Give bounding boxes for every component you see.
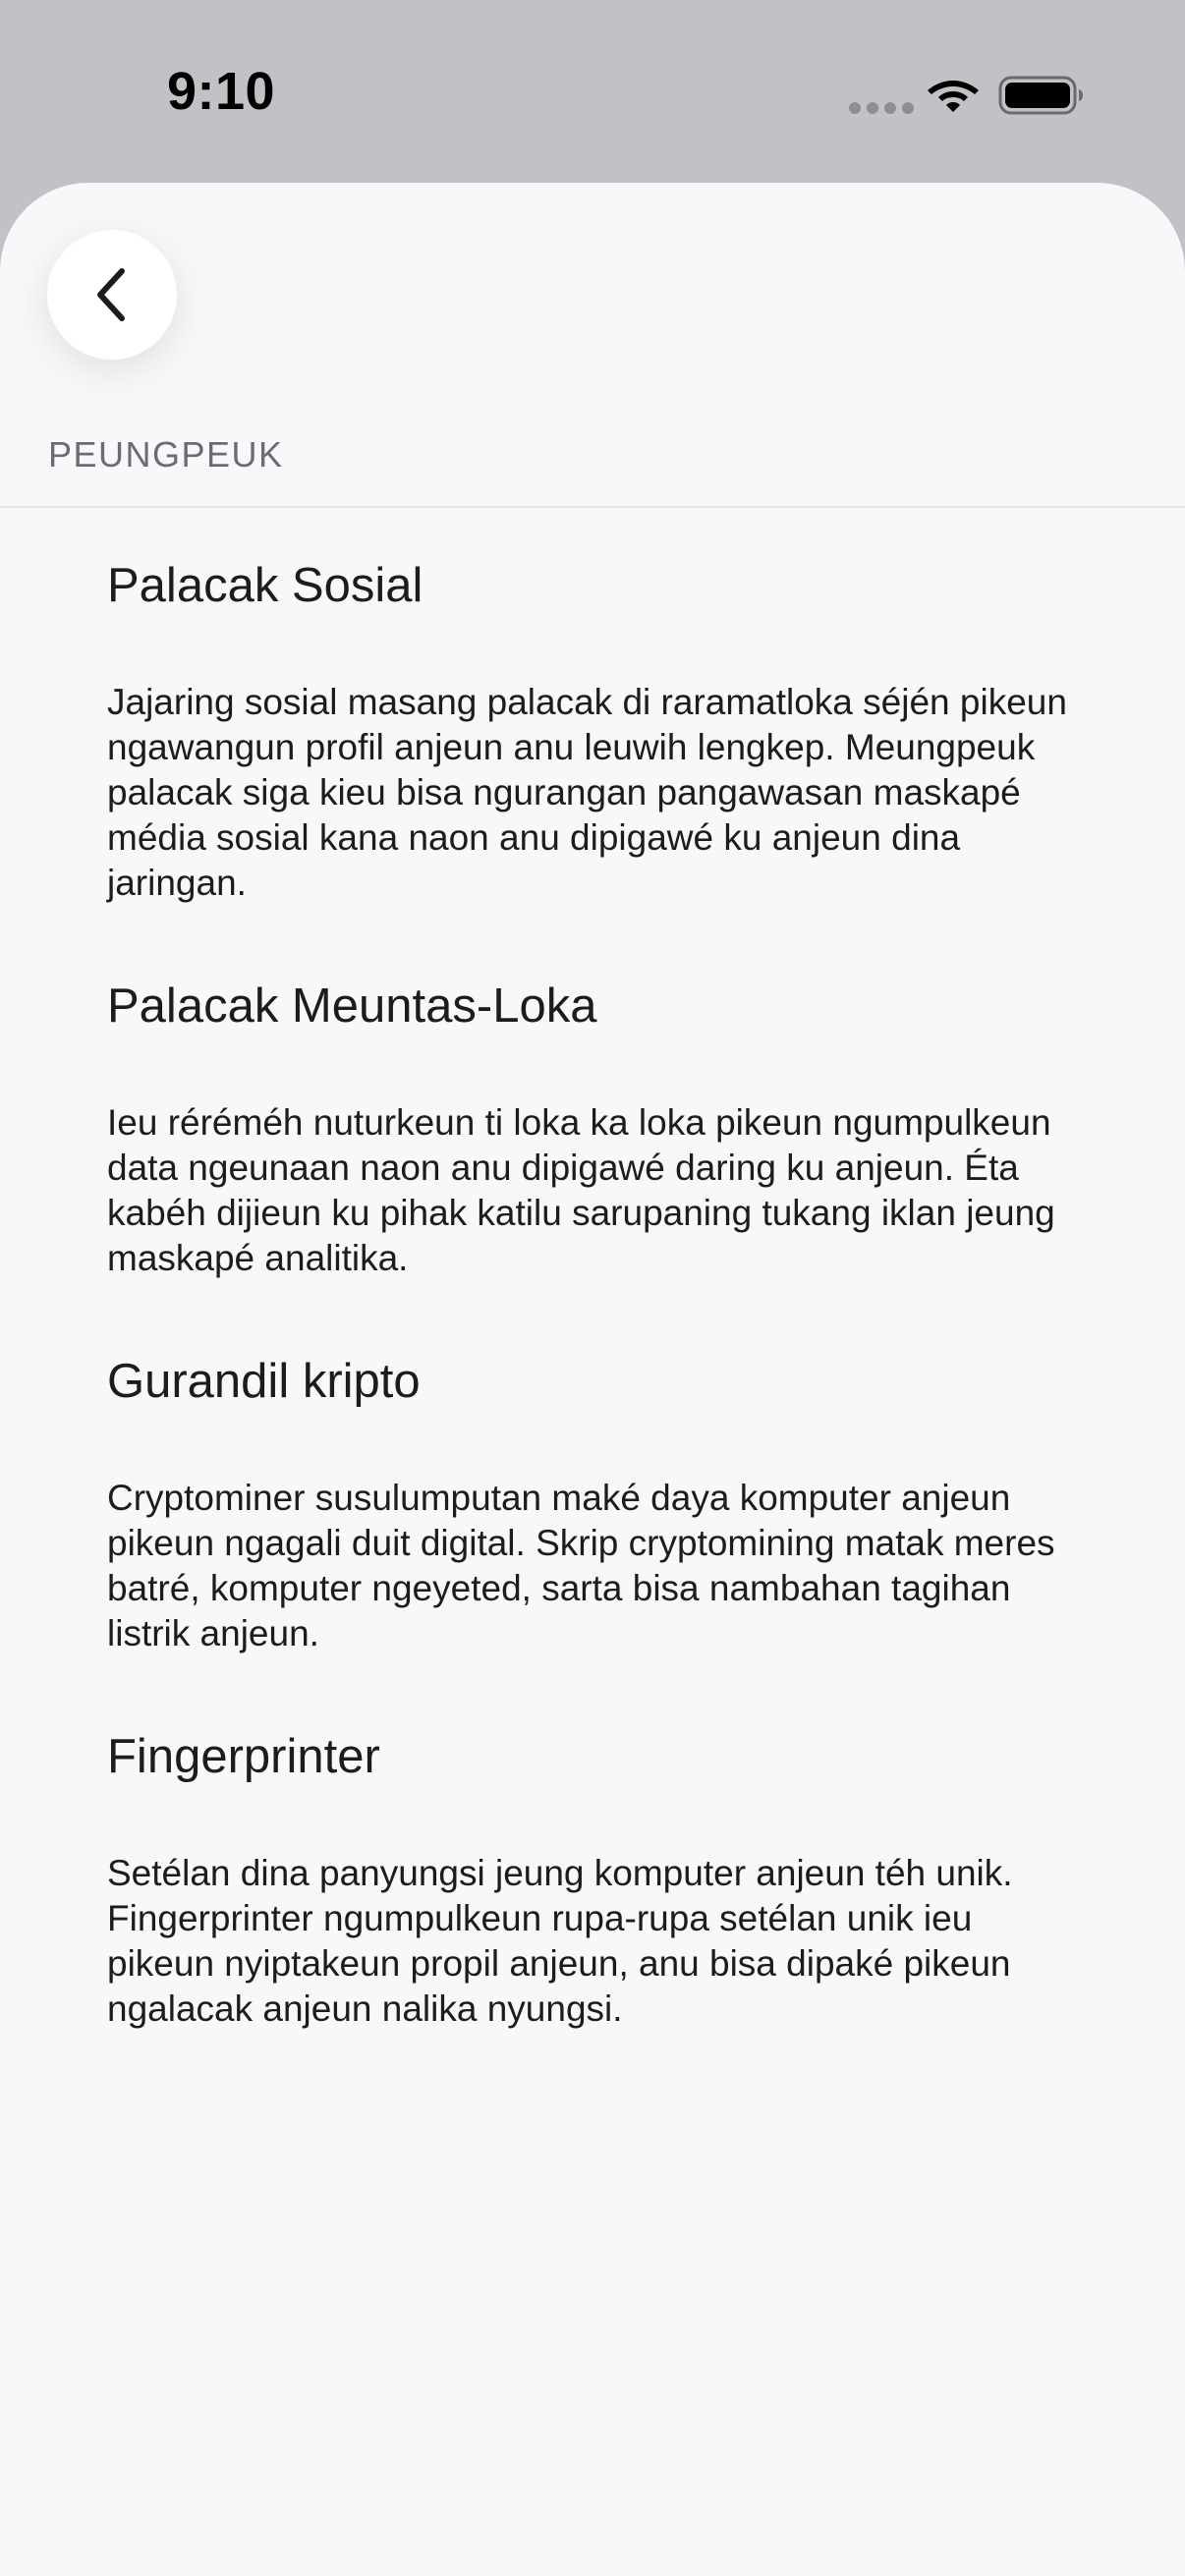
content-sheet [0, 183, 1185, 2576]
item-description: Setélan dina panyungsi jeung komputer anjeun téh unik. Fingerprinter ngumpulkeun rupa-rupa setélan unik ieu pikeun nyiptakeun propil anjeun, anu bisa dipaké pikeun ngalacak anjeun nalika nyungsi. [107, 1853, 1013, 2029]
status-time: 9:10 [167, 62, 276, 121]
item-title: Fingerprinter [107, 1730, 380, 1783]
item-title: Gurandil kripto [107, 1355, 421, 1408]
tracker-list [107, 556, 1070, 2102]
list-item [107, 1352, 1070, 1656]
item-description: Jajaring sosial masang palacak di raramatloka séjén pikeun ngawangun profil anjeun anu leuwih lengkep. Meungpeuk palacak siga kieu bisa ngurangan pangawasan maskapé média sosial kana naon anu dipigawé ku anjeun dina jaringan. [107, 682, 1067, 903]
item-description: Ieu réréméh nuturkeun ti loka ka loka pikeun ngumpulkeun data ngeunaan naon anu dipigawé daring ku anjeun. Éta kabéh dijieun ku pihak katilu sarupaning tukang iklan jeung maskapé analitika. [107, 1102, 1055, 1278]
item-title: Palacak Sosial [107, 559, 423, 612]
signal-dots-icon [849, 102, 914, 114]
battery-icon [998, 75, 1085, 116]
item-description: Cryptominer susulumputan maké daya komputer anjeun pikeun ngagali duit digital. Skrip cryptomining matak meres batré, komputer ngeyeted, sarta bisa nambahan tagihan listrik anjeun. [107, 1478, 1055, 1653]
wifi-icon [924, 73, 983, 116]
list-item [107, 556, 1070, 906]
item-title: Palacak Meuntas-Loka [107, 980, 597, 1033]
divider [0, 506, 1185, 508]
section-label: PEUNGPEUK [48, 434, 284, 475]
list-item [107, 977, 1070, 1281]
chevron-left-icon [88, 265, 136, 324]
status-bar [0, 0, 1185, 183]
back-button[interactable] [47, 230, 177, 360]
list-item [107, 1727, 1070, 2032]
